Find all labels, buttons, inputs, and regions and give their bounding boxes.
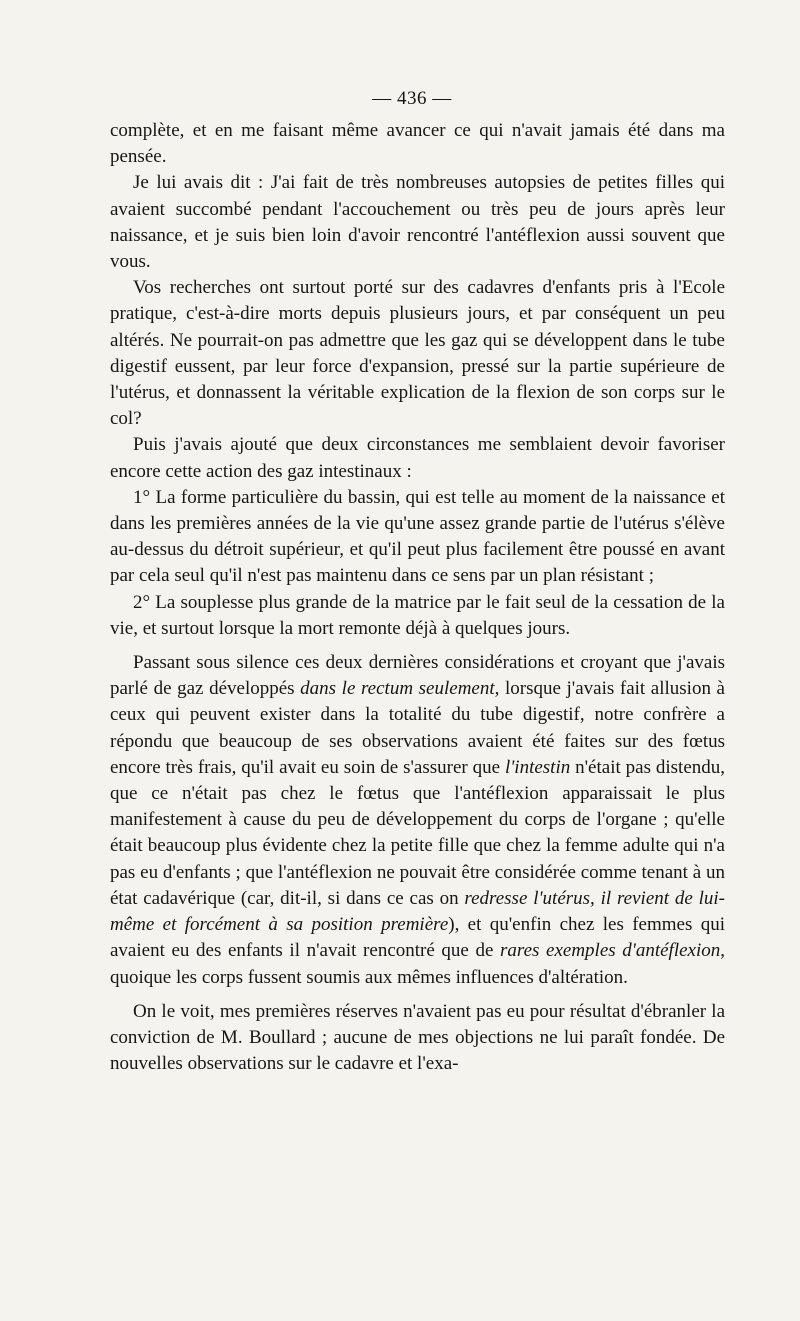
paragraph: [110, 650, 725, 991]
paragraph: [110, 485, 725, 590]
body-text: [110, 118, 725, 1077]
text-segment: , lorsque j'avais fait allusion à ceux qui peuvent exister dans la totalité du tube digestif, notre confrère a répondu que beaucoup de ses observations avaient été faites sur des fœtus encore très frais, qu'il avait eu soin de s'assurer que: [110, 678, 725, 778]
page-number: — 436 —: [372, 88, 452, 109]
paragraph: [110, 118, 725, 170]
text-segment: Passant sous silence ces deux dernières considérations et croyant que j'avais parlé de gaz développés: [110, 652, 725, 700]
text-segment: 2° La souplesse plus grande de la matrice par le fait seul de la cessation de la vie, et surtout lorsque la mort remonte déjà à quelques jours.: [110, 591, 725, 639]
text-segment: , quoique les corps fussent soumis aux mêmes influences d'altération.: [110, 940, 725, 988]
text-segment: n'était pas distendu, que ce n'était pas chez le fœtus que l'antéflexion apparaissait le plus manifestement à cause du peu de développement du corps de l'organe ; qu'elle était beaucoup plus évidente chez la petite fille que chez la femme adulte qui n'a pas eu d'enfants ; que l'antéflexion ne pouvait être considérée comme tenant à un état cadavérique (car, dit-il, si dans ce cas on: [110, 756, 725, 909]
italic-text: redresse l'utérus, il revient de lui-même et forcément à sa position première: [110, 887, 726, 936]
italic-text: dans le rectum seulement: [300, 678, 495, 700]
text-segment: On le voit, mes premières réserves n'avaient pas eu pour résultat d'ébranler la conviction de M. Boullard ; aucune de mes objections ne lui paraît fondée. De nouvelles observations sur le cadavre et l'exa-: [110, 1000, 725, 1075]
paragraph: [110, 432, 725, 484]
italic-text: l'intestin: [504, 756, 571, 778]
paragraph: [110, 999, 725, 1078]
text-segment: ), et qu'enfin chez les femmes qui avaient eu des enfants il n'avait rencontré que de: [110, 914, 725, 962]
italic-text: rares exemples d'antéflexion: [500, 940, 721, 962]
paragraph: [110, 170, 725, 275]
text-segment: 1° La forme particulière du bassin, qui est telle au moment de la naissance et dans les premières années de la vie qu'une assez grande partie de l'utérus s'élève au-dessus du détroit supérieur, et qu'il peut plus facilement être poussé en avant par cela seul qu'il n'est pas maintenu dans ce sens par un plan résistant ;: [110, 486, 725, 587]
paragraph: [110, 590, 725, 642]
text-segment: Je lui avais dit : J'ai fait de très nombreuses autopsies de petites filles qui avaient succombé pendant l'accouchement ou très peu de jours après leur naissance, et je suis bien loin d'avoir rencontré l'antéflexion aussi souvent que vous.: [110, 172, 725, 273]
paragraph: [110, 275, 725, 432]
text-segment: Vos recherches ont surtout porté sur des cadavres d'enfants pris à l'Ecole pratique, c'est-à-dire morts depuis plusieurs jours, et par conséquent un peu altérés. Ne pourrait-on pas admettre que les gaz qui se développent dans le tube digestif eussent, par leur force d'expansion, pressé sur la partie supérieure de l'utérus, et donnassent la véritable explication de la flexion de son corps sur le col?: [110, 277, 725, 430]
text-segment: complète, et en me faisant même avancer ce qui n'avait jamais été dans ma pensée.: [110, 120, 725, 168]
text-segment: Puis j'avais ajouté que deux circonstances me semblaient devoir favoriser encore cette action des gaz intestinaux :: [110, 434, 725, 482]
